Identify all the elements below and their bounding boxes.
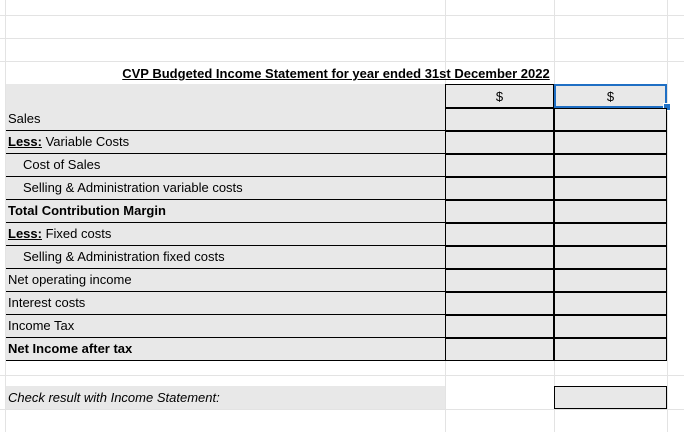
- value-cell-c2[interactable]: [554, 177, 667, 200]
- check-result-label: Check result with Income Statement:: [6, 386, 445, 409]
- gridline: [667, 0, 668, 432]
- value-cell-c2[interactable]: [554, 269, 667, 292]
- row-interest[interactable]: [6, 292, 445, 315]
- value-cell-c1[interactable]: [445, 292, 554, 315]
- row-cost-of-sales[interactable]: [6, 154, 445, 177]
- row-label: Selling & Administration fixed costs: [23, 249, 225, 264]
- row-total-contribution[interactable]: [6, 200, 445, 223]
- row-sales[interactable]: [6, 108, 445, 131]
- value-cell-c1[interactable]: [445, 315, 554, 338]
- row-label: Cost of Sales: [23, 157, 101, 172]
- row-label: Selling & Administration variable costs: [23, 180, 243, 195]
- value-cell-c1[interactable]: [445, 246, 554, 269]
- value-cell-c2[interactable]: [554, 131, 667, 154]
- row-label: Fixed costs: [41, 226, 112, 241]
- value-cell-c2[interactable]: [554, 292, 667, 315]
- row-label: Interest costs: [8, 295, 86, 310]
- value-cell-c1[interactable]: [445, 154, 554, 177]
- value-cell-c1[interactable]: [445, 200, 554, 223]
- check-result-cell[interactable]: [554, 386, 667, 409]
- gridline: [0, 409, 684, 410]
- row-label: Income Tax: [8, 318, 75, 333]
- row-prefix: Less:: [8, 226, 42, 241]
- value-cell-c2[interactable]: [554, 315, 667, 338]
- row-prefix: Less:: [8, 134, 42, 149]
- row-label: Sales: [8, 111, 41, 126]
- currency-cell-col1[interactable]: [445, 84, 554, 108]
- statement-title: CVP Budgeted Income Statement for year ended 31st December 2022: [122, 66, 550, 81]
- value-cell-c2[interactable]: [554, 108, 667, 131]
- row-net-income[interactable]: [6, 338, 445, 361]
- row-sa-variable[interactable]: [6, 177, 445, 200]
- gridline: [0, 15, 684, 16]
- row-income-tax[interactable]: [6, 315, 445, 338]
- value-cell-c1[interactable]: [445, 338, 554, 361]
- row-label: Variable Costs: [41, 134, 130, 149]
- gridline: [0, 61, 684, 62]
- value-cell-c2[interactable]: [554, 338, 667, 361]
- row-less-variable[interactable]: [6, 131, 445, 154]
- value-cell-c1[interactable]: [445, 177, 554, 200]
- row-net-operating[interactable]: [6, 269, 445, 292]
- value-cell-c2[interactable]: [554, 200, 667, 223]
- currency-label-col2: $: [606, 89, 615, 104]
- header-band: [6, 84, 445, 108]
- selected-cell-border: [554, 84, 667, 108]
- gridline: [0, 375, 684, 376]
- row-less-fixed[interactable]: [6, 223, 445, 246]
- row-label: Net operating income: [8, 272, 132, 287]
- row-sa-fixed[interactable]: [6, 246, 445, 269]
- value-cell-c1[interactable]: [445, 223, 554, 246]
- value-cell-c1[interactable]: [445, 131, 554, 154]
- value-cell-c2[interactable]: [554, 223, 667, 246]
- gridline: [0, 38, 684, 39]
- value-cell-c1[interactable]: [445, 269, 554, 292]
- currency-label-col1: $: [495, 89, 504, 104]
- value-cell-c1[interactable]: [445, 108, 554, 131]
- row-label: Net Income after tax: [8, 341, 133, 356]
- value-cell-c2[interactable]: [554, 154, 667, 177]
- value-cell-c2[interactable]: [554, 246, 667, 269]
- row-label: Total Contribution Margin: [8, 203, 166, 218]
